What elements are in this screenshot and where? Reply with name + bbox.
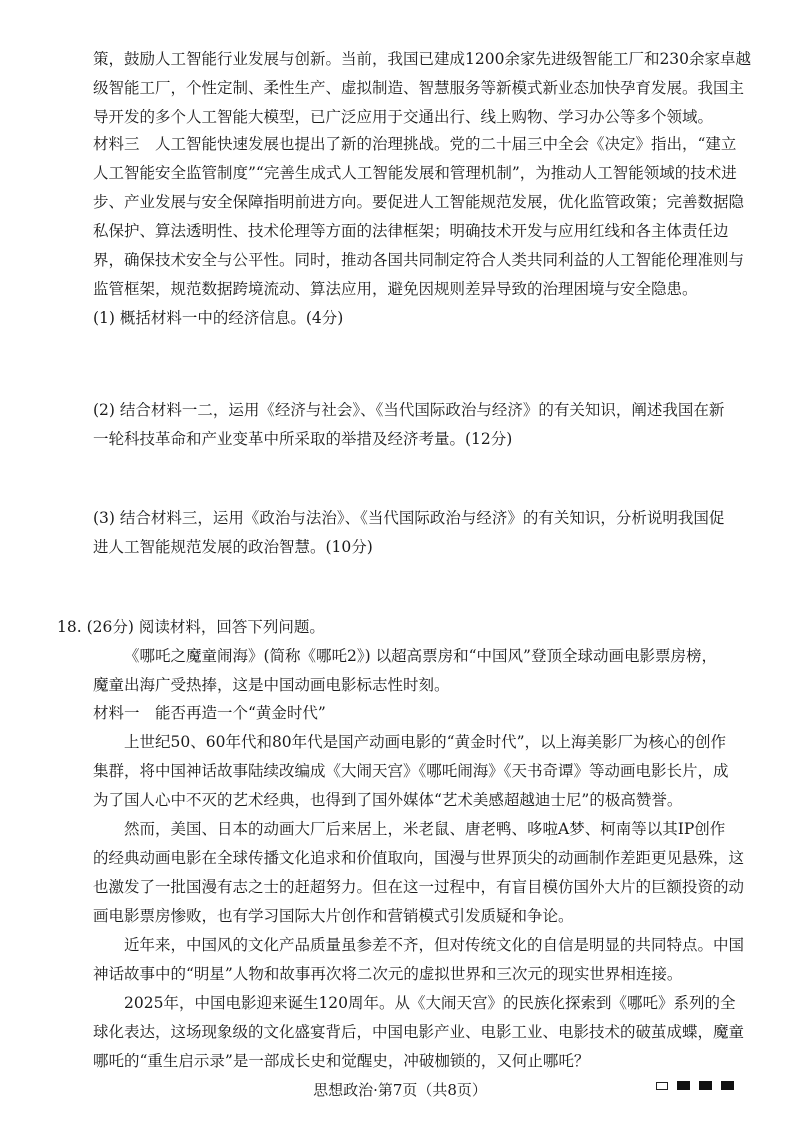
paragraph-line: 近年来，中国风的文化产品质量虽参差不齐，但对传统文化的自信是明显的共同特点。中国 — [124, 936, 745, 954]
text-line: 人工智能安全监管制度”“完善生成式人工智能发展和管理机制”，为推动人工智能领域的技术进 — [93, 164, 737, 182]
text-line: 界，确保技术安全与公平性。同时，推动各国共同制定符合人类共同利益的人工智能伦理准则与 — [93, 251, 745, 269]
paragraph-line: 然而，美国、日本的动画大厂后来居上，米老鼠、唐老鸭、哆啦A梦、柯南等以其IP创作 — [124, 820, 726, 838]
question-3-line: 进人工智能规范发展的政治智慧。(10分) — [93, 538, 373, 556]
text-line: 步、产业发展与安全保障指明前进方向。要促进人工智能规范发展，优化监管政策；完善数据隐 — [93, 193, 745, 211]
question-3-line: (3) 结合材料三，运用《政治与法治》、《当代国际政治与经济》的有关知识，分析说明我国促 — [93, 509, 725, 527]
question-1: (1) 概括材料一中的经济信息。(4分) — [93, 309, 344, 327]
page-footer: 思想政治·第7页（共8页） — [313, 1081, 487, 1099]
paragraph-line: 上世纪50、60年代和80年代是国产动画电影的“黄金时代”，以上海美影厂为核心的创作 — [124, 733, 727, 751]
paragraph-line: 画电影票房惨败，也有学习国际大片创作和营销模式引发质疑和争论。 — [93, 907, 574, 925]
open-square-mark-icon — [656, 1082, 668, 1090]
filled-square-mark-icon — [677, 1081, 690, 1090]
paragraph-line: 的经典动画电影在全球传播文化追求和价值取向，国漫与世界顶尖的动画制作差距更见悬殊，这 — [93, 849, 745, 867]
paragraph-line: 2025年，中国电影迎来诞生120周年。从《大闹天宫》的民族化探索到《哪吒》系列的全 — [124, 994, 736, 1012]
paragraph-line: 球化表达，这场现象级的文化盛宴背后，中国电影产业、电影工业、电影技术的破茧成蝶，魔童 — [93, 1023, 745, 1041]
text-line: 策，鼓励人工智能行业发展与创新。当前，我国已建成1200余家先进级智能工厂和230余家卓越 — [93, 50, 752, 68]
paragraph-line: 哪吒的“重生启示录”是一部成长史和觉醒史，冲破枷锁的，又何止哪吒？ — [93, 1052, 590, 1070]
text-line: 私保护、算法透明性、技术伦理等方面的法律框架；明确技术开发与应用红线和各主体责任边 — [93, 222, 729, 240]
paragraph-line: 为了国人心中不灭的艺术经典，也得到了国外媒体“艺术美感超越迪士尼”的极高赞誉。 — [93, 791, 683, 809]
registration-marks — [656, 1081, 734, 1090]
text-line: 导开发的多个人工智能大模型，已广泛应用于交通出行、线上购物、学习办公等多个领域。 — [93, 108, 714, 126]
paragraph-line: 集群，将中国神话故事陆续改编成《大闹天宫》《哪吒闹海》《天书奇谭》等动画电影长片，成 — [93, 762, 729, 780]
paragraph-line: 也激发了一批国漫有志之士的赶超努力。但在这一过程中，有盲目模仿国外大片的巨额投资的动 — [93, 878, 745, 896]
paragraph-line: 神话故事中的“明星”人物和故事再次将二次元的虚拟世界和三次元的现实世界相连接。 — [93, 965, 683, 983]
material-1-title: 材料一 能否再造一个“黄金时代” — [93, 704, 326, 722]
question-2-line: (2) 结合材料一二，运用《经济与社会》、《当代国际政治与经济》的有关知识，阐述我国在新 — [93, 401, 725, 419]
material-3-heading-line: 材料三 人工智能快速发展也提出了新的治理挑战。党的二十届三中全会《决定》指出，“建立 — [93, 135, 737, 153]
filled-square-mark-icon — [699, 1081, 712, 1090]
question-2-line: 一轮科技革命和产业变革中所采取的举措及经济考量。(12分) — [93, 430, 513, 448]
intro-line: 《哪吒之魔童闹海》(简称《哪吒2》) 以超高票房和“中国风”登顶全球动画电影票房榜， — [124, 647, 717, 665]
filled-square-mark-icon — [721, 1081, 734, 1090]
text-line: 级智能工厂，个性定制、柔性生产、虚拟制造、智慧服务等新模式新业态加快孕育发展。我国主 — [93, 79, 745, 97]
intro-line: 魔童出海广受热捧，这是中国动画电影标志性时刻。 — [93, 676, 450, 694]
text-line: 监管框架，规范数据跨境流动、算法应用，避免因规则差异导致的治理困境与安全隐患。 — [93, 280, 698, 298]
question-18-heading: 18. (26分) 阅读材料，回答下列问题。 — [57, 618, 325, 636]
